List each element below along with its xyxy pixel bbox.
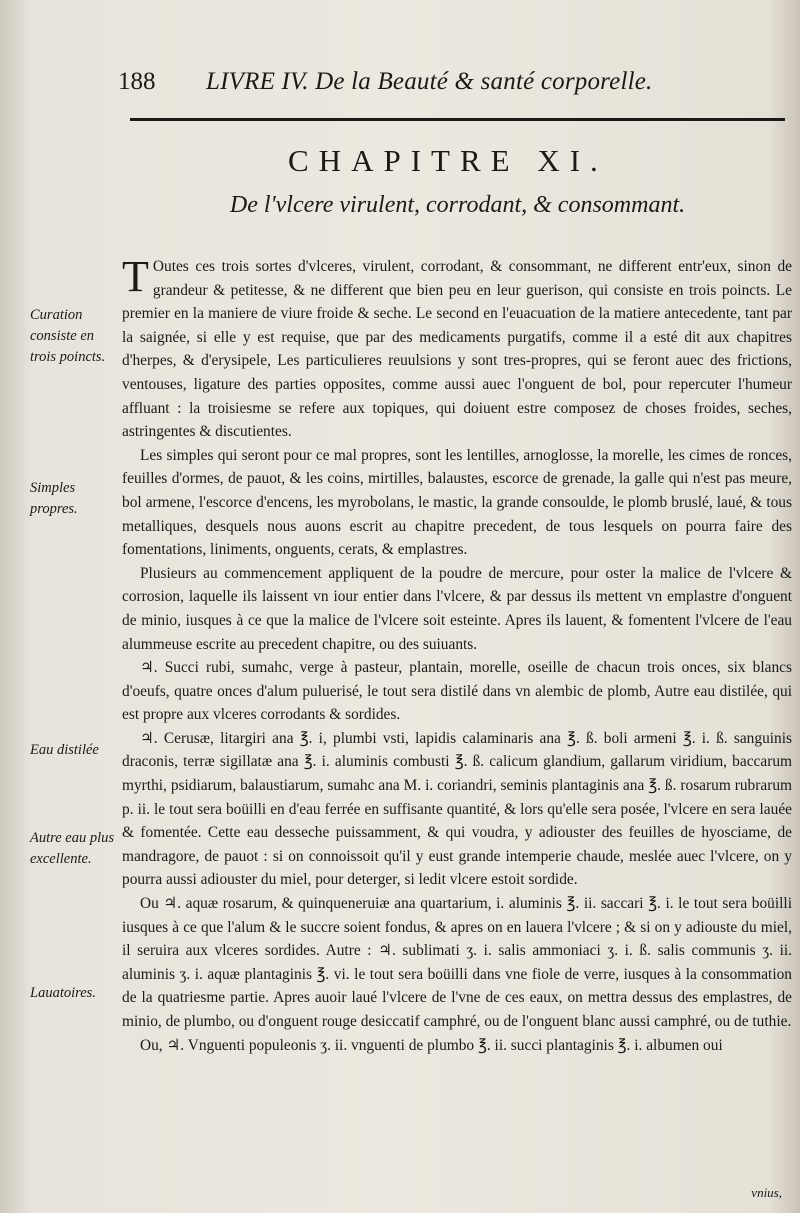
margin-note: Lauatoires. — [30, 985, 96, 1001]
body-text — [122, 252, 792, 1057]
paragraph: T Outes ces trois sortes d'vlceres, virulent, corrodant, & consommant, ne different entr'eux, sinon de grandeur & petitesse, & ne different que bien peu en leur guerison, qui consiste en trois poincts. Le premier en la maniere de viure froide & seche. Le second en l'euacuation de la matiere antecedente, tant par la saignée, si elle y est requise, que par des medicaments purgatifs, comme il a esté dit aux chapitres d'herpes, & d'erysipele, Les particulieres reuulsions y sont tres-propres, qui se feront auec des frictions, ventouses, ligature des parties opposites, comme aussi auec l'onguent de bol, pour repercuter l'humeur affluant : la troisiesme se refere aux topiques, qui doiuent estre composez de choses froides, seches, astringentes & discutientes. — [122, 252, 792, 441]
chapter-subtitle: De l'vlcere virulent, corrodant, & consommant. — [229, 192, 686, 218]
margin-note: Autre eau plus excellente. — [30, 830, 115, 867]
page-header — [118, 68, 718, 106]
margin-note: Simples propres. — [30, 480, 78, 517]
paragraph: Ou, ♃. Vnguenti populeonis ʒ. ii. vnguenti de plumbo ℥. ii. succi plantaginis ℥. i. albumen oui — [140, 1036, 723, 1054]
paragraph: ♃. Succi rubi, sumahc, verge à pasteur, plantain, morelle, oseille de chacun trois onces, six blancs d'oeufs, quatre onces d'alum puluerisé, le tout sera distilé dans vn alembic de plomb, Autre eau distilée, qui est propre aux vlceres corrodants & sordides. — [122, 659, 792, 724]
running-title: LIVRE IV. De la Beauté & santé corporelle. — [206, 68, 653, 95]
paragraph: Les simples qui seront pour ce mal propres, sont les lentilles, arnoglosse, la morelle, les cimes de ronces, feuilles d'ormes, de pauot, & les coins, mirtilles, balaustes, escorce de grenade, la galle qui n'est pas meure, bol armene, l'escorce d'encens, les myrobolans, le mastic, la grande consoulde, le plomb bruslé, laué, & tous metalliques, desquels nous auons escrit au chapitre precedent, de tous lesquels on pourra faire des fomentations, liniments, onguents, cerats, & emplastres. — [122, 446, 792, 559]
paragraph: Plusieurs au commencement appliquent de la poudre de mercure, pour oster la malice de l'vlcere & corrosion, laquelle ils laissent vn iour entier dans l'vlcere, & par dessus ils mettent vn emplastre d'onguent de minio, iusques à ce que la malice de l'vlcere soit esteinte. Apres ils lauent, & fomentent l'vlcere de l'eau alummeuse escrite au precedent chapitre, ou des suiuants. — [122, 564, 792, 653]
header-rule — [130, 118, 785, 121]
margin-note: Eau distilée — [30, 742, 99, 758]
paragraph: Ou ♃. aquæ rosarum, & quinqueneruiæ ana quartarium, i. aluminis ℥. ii. saccari ℥. i. le tout sera boüilli iusques à ce que l'alum & le succre soient fondus, & apres on en lauera l'vlcere ; & si on y adiouste du miel, il seruira aux vlceres sordides. Autre : ♃. sublimati ʒ. i. salis ammoniaci ʒ. i. ß. salis communis ʒ. ii. aluminis ʒ. i. aquæ plantaginis ℥. vi. le tout sera boüilli dans vne fiole de verre, iusques à la consommation de la quatriesme partie. Apres auoir laué l'vlcere de l'vne de ces eaux, on mettra dessus des emplastres, de minio, de plumbo, ou d'onguent rouge desiccatif camphré, ou de l'onguent blanc aussi camphré, ou de tuthie. — [122, 895, 792, 1030]
paragraph: ♃. Cerusæ, litargiri ana ℥. i, plumbi vsti, lapidis calaminaris ana ℥. ß. boli armeni ℥. i. ß. sanguinis draconis, terræ sigillatæ ana ℥. i. aluminis combusti ℥. ß. calicum glandium, gallarum viridium, baccarum myrthi, psidiarum, balaustiarum, sumahc ana M. i. coriandri, seminis plantaginis ana ℥. ß. rosarum rubrarum p. ii. le tout sera boüilli en d'eau ferrée en suffisante quantité, & lors qu'elle sera posée, l'vlcere en sera lauée & fomentée. Cette eau desseche puissamment, & qui voudra, y adiouster des feuilles de hyosciame, de mandragore, de pauot : si on connoissoit qu'il y eust grande intemperie chaude, meslée auec l'vlcere, on y pourra aussi adiouster du miel, pour deterger, si ledit vlcere estoit sordide. — [122, 729, 792, 889]
margin-note: Curation consiste en trois poincts. — [30, 307, 106, 365]
page-number: 188 — [118, 68, 156, 95]
drop-cap: T — [122, 252, 149, 301]
catchword: vnius, — [751, 1185, 782, 1200]
chapter-title: CHAPITRE XI. — [288, 143, 608, 178]
